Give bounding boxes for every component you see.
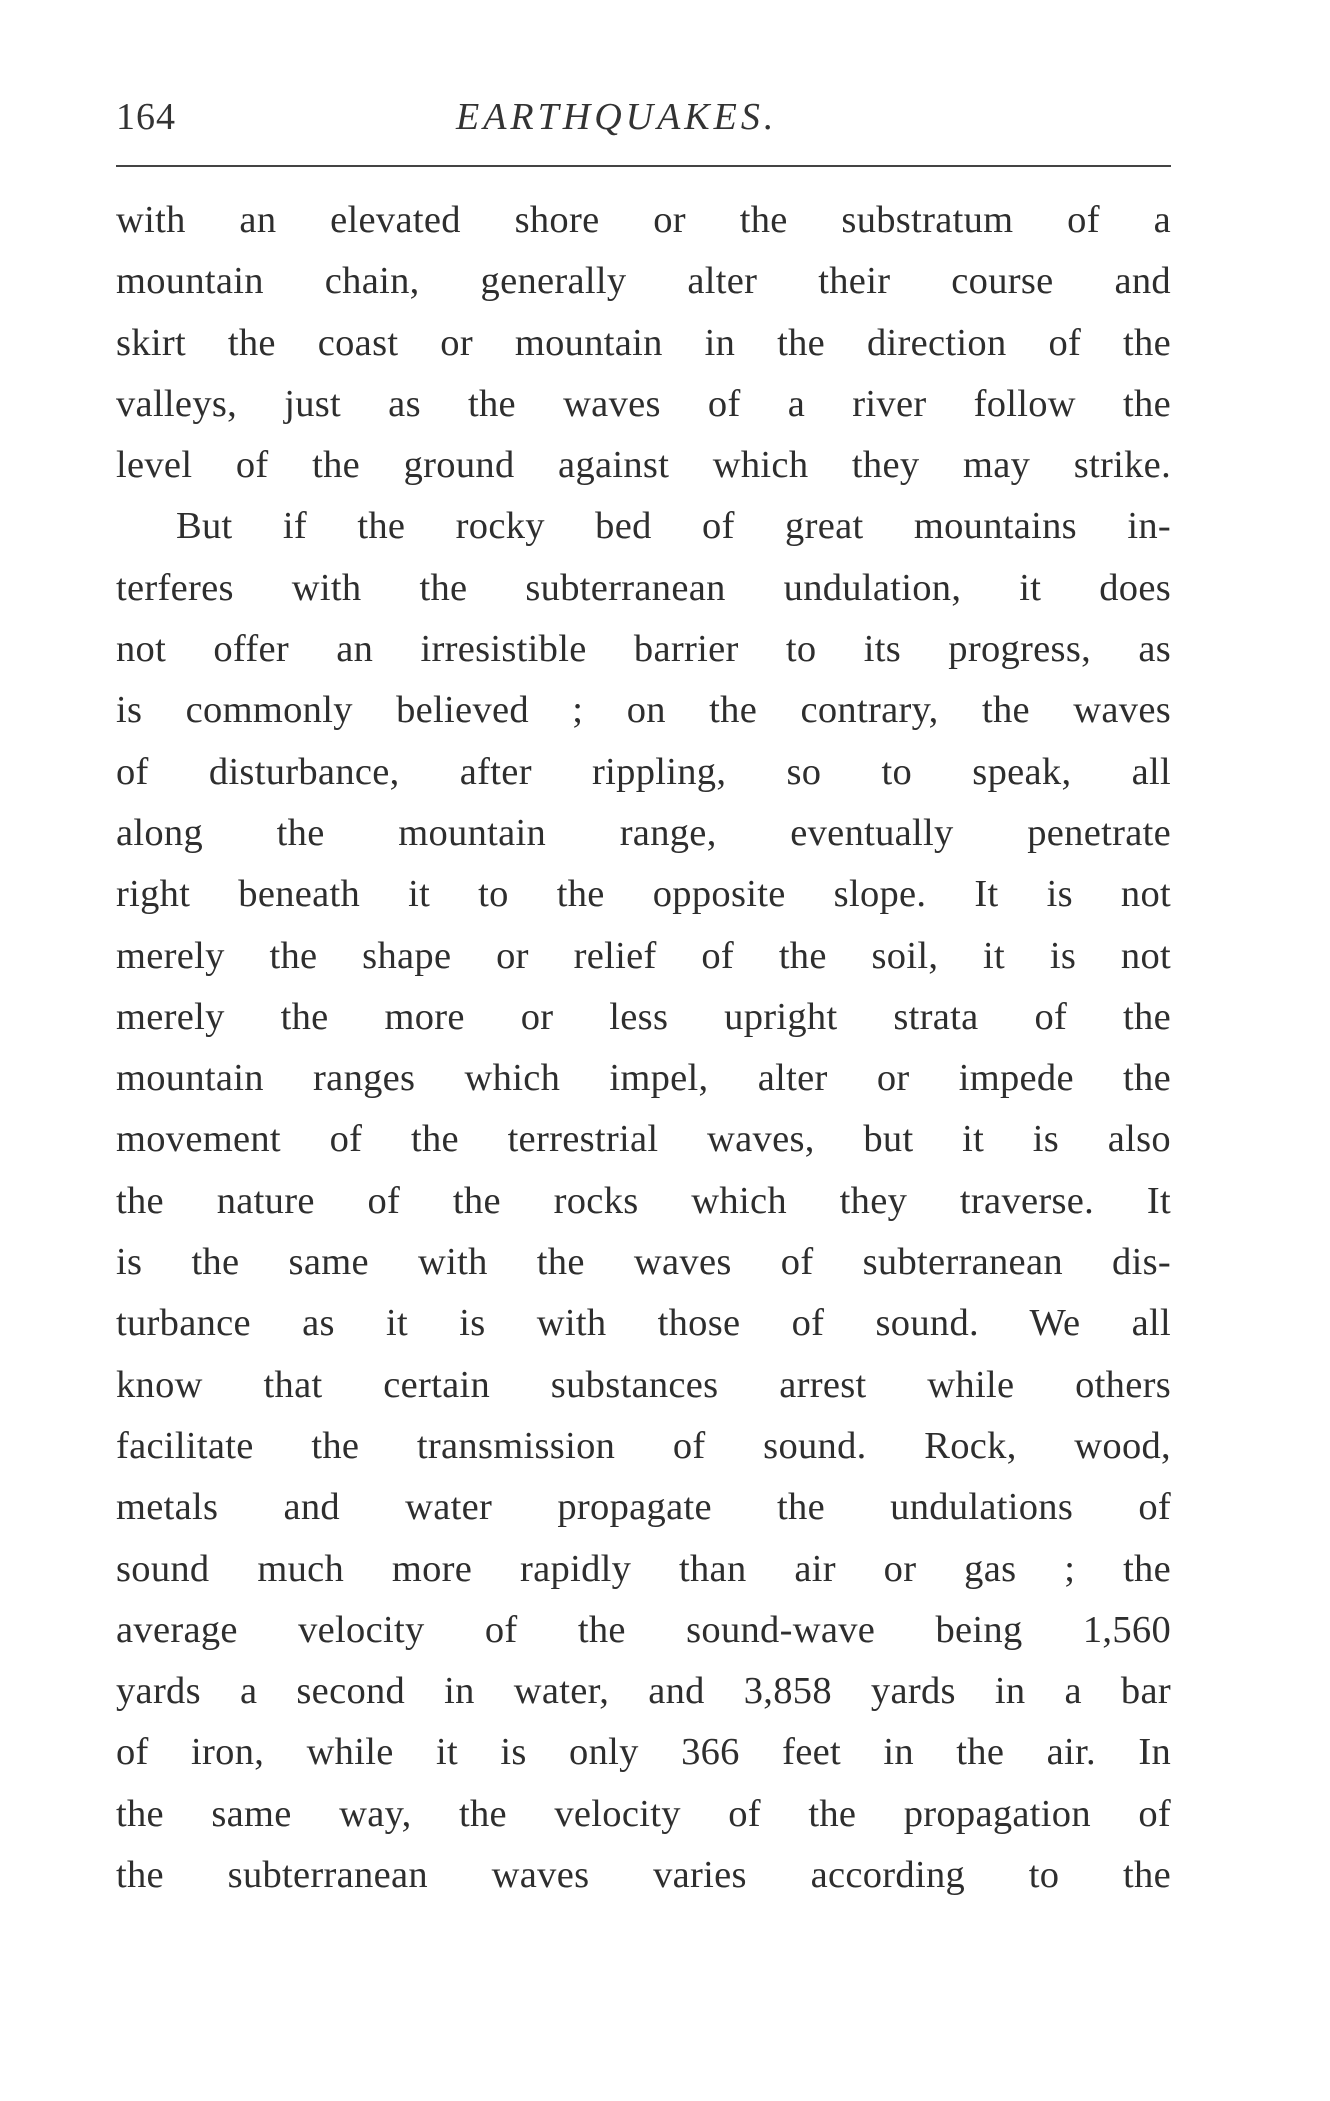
text-line: turbance as it is with those of sound. We all	[116, 1302, 1171, 1345]
text-line: not offer an irresistible barrier to its progress, as	[116, 628, 1171, 671]
text-line: the nature of the rocks which they traverse. It	[116, 1179, 1171, 1222]
text-line: along the mountain range, eventually penetrate	[116, 811, 1171, 854]
text-line: mountain ranges which impel, alter or impede the	[116, 1057, 1171, 1100]
text-line: sound much more rapidly than air or gas ; the	[116, 1547, 1171, 1590]
text-line: the same way, the velocity of the propagation of	[116, 1792, 1171, 1835]
text-line: is commonly believed ; on the contrary, the waves	[116, 689, 1171, 732]
text-line: merely the shape or relief of the soil, it is not	[116, 934, 1171, 977]
running-title: EARTHQUAKES.	[456, 96, 778, 138]
header-rule	[116, 165, 1171, 167]
text-line: of disturbance, after rippling, so to speak, all	[116, 750, 1171, 793]
text-line: of iron, while it is only 366 feet in the air. In	[116, 1731, 1171, 1774]
text-line: But if the rocky bed of great mountains in-	[176, 505, 1171, 548]
text-line: level of the ground against which they may strike.	[116, 444, 1171, 487]
text-line: the subterranean waves varies according to the	[116, 1854, 1171, 1897]
text-line: movement of the terrestrial waves, but it is also	[116, 1118, 1171, 1161]
text-line: mountain chain, generally alter their course and	[116, 260, 1171, 303]
text-line: yards a second in water, and 3,858 yards in a bar	[116, 1670, 1171, 1713]
text-line: terferes with the subterranean undulation, it does	[116, 566, 1171, 609]
text-line: valleys, just as the waves of a river follow the	[116, 382, 1171, 425]
body-text	[116, 190, 1171, 1906]
text-line: metals and water propagate the undulations of	[116, 1486, 1171, 1529]
text-line: right beneath it to the opposite slope. It is not	[116, 873, 1171, 916]
text-line: is the same with the waves of subterranean dis-	[116, 1241, 1171, 1284]
text-line: facilitate the transmission of sound. Rock, wood,	[116, 1424, 1171, 1467]
page-number: 164	[116, 96, 176, 138]
text-line: know that certain substances arrest while others	[116, 1363, 1171, 1406]
page-header	[116, 95, 1171, 145]
text-line: merely the more or less upright strata of the	[116, 995, 1171, 1038]
text-line: with an elevated shore or the substratum of a	[116, 199, 1171, 241]
text-line: average velocity of the sound-wave being 1,560	[116, 1608, 1171, 1651]
text-line: skirt the coast or mountain in the direction of the	[116, 321, 1171, 364]
